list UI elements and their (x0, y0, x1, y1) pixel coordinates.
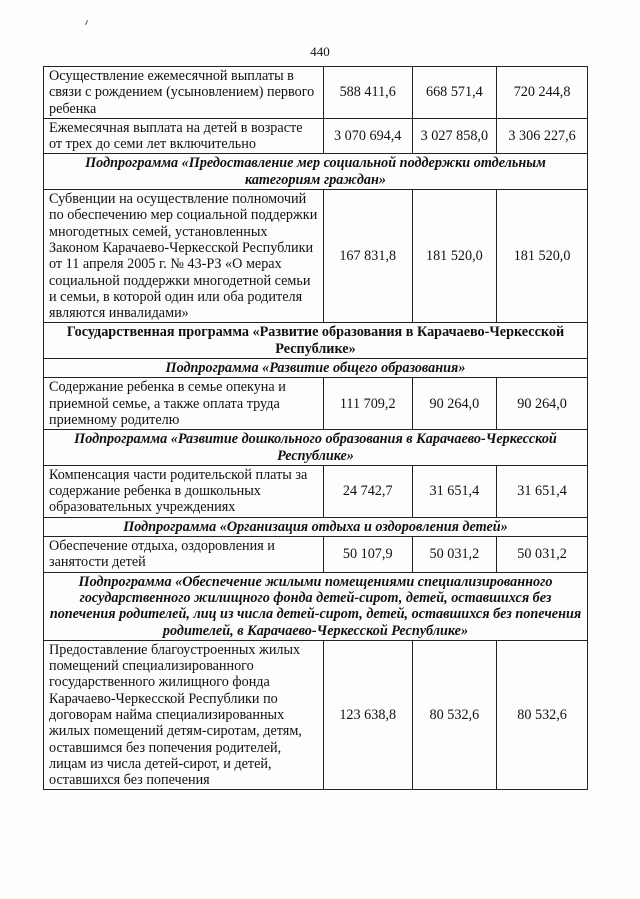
table-row (44, 190, 588, 323)
value-cell: 3 027 858,0 (412, 118, 497, 154)
page-number: 440 (310, 44, 330, 59)
program-title: Государственная программа «Развитие образования в Карачаево-Черкесской Республике» (44, 323, 588, 359)
value-cell: 588 411,6 (323, 67, 412, 119)
table-row (44, 537, 588, 573)
row-description: Компенсация части родительской платы за содержание ребенка в дошкольных образовательных учреждениях (44, 465, 324, 517)
table-row (44, 640, 588, 790)
row-description: Осуществление ежемесячной выплаты в связи с рождением (усыновлением) первого ребенка (44, 67, 324, 119)
subprogram-header-row (44, 359, 588, 378)
value-cell: 50 107,9 (323, 537, 412, 573)
table-row (44, 67, 588, 119)
subprogram-header-row (44, 517, 588, 536)
subprogram-title: Подпрограмма «Предоставление мер социальной поддержки отдельным категориям граждан» (44, 154, 588, 190)
row-description: Предоставление благоустроенных жилых помещений специализированного государственного жилищного фонда Карачаево-Черкесской Республики по договорам найма специализированных жилых помещений детям-сиротам, детям, оставшимся без попечения родителей, лицам из числа детей-сирот, и детей, оставшихся без попечения (44, 640, 324, 790)
subprogram-title: Подпрограмма «Развитие общего образования» (44, 359, 588, 378)
value-cell: 123 638,8 (323, 640, 412, 790)
scan-mark (85, 20, 88, 25)
value-cell: 90 264,0 (412, 378, 497, 430)
value-cell: 31 651,4 (497, 465, 588, 517)
value-cell: 167 831,8 (323, 190, 412, 323)
budget-table (43, 66, 588, 790)
value-cell: 181 520,0 (497, 190, 588, 323)
row-description: Субвенции на осуществление полномочий по обеспечению мер социальной поддержки многодетных семей, установленных Законом Карачаево-Черкесской Республики от 11 апреля 2005 г. № 43-РЗ «О мерах социальной поддержки многодетной семьи и семьи, в которой один или оба родителя являются инвалидами» (44, 190, 324, 323)
value-cell: 24 742,7 (323, 465, 412, 517)
value-cell: 80 532,6 (412, 640, 497, 790)
program-header-row (44, 323, 588, 359)
value-cell: 111 709,2 (323, 378, 412, 430)
value-cell: 50 031,2 (412, 537, 497, 573)
row-description: Ежемесячная выплата на детей в возрасте от трех до семи лет включительно (44, 118, 324, 154)
subprogram-title: Подпрограмма «Обеспечение жилыми помещениями специализированного государственного жилищного фонда детей-сирот, детей, оставшихся без попечения родителей, лиц из числа детей-сирот, детей, оставшихся без попечения родителей, в Карачаево-Черкесской Республике» (44, 572, 588, 640)
value-cell: 3 070 694,4 (323, 118, 412, 154)
subprogram-title: Подпрограмма «Развитие дошкольного образования в Карачаево-Черкесской Республике» (44, 430, 588, 466)
value-cell: 668 571,4 (412, 67, 497, 119)
value-cell: 80 532,6 (497, 640, 588, 790)
value-cell: 90 264,0 (497, 378, 588, 430)
subprogram-title: Подпрограмма «Организация отдыха и оздоровления детей» (44, 517, 588, 536)
value-cell: 50 031,2 (497, 537, 588, 573)
subprogram-header-row (44, 154, 588, 190)
table-row (44, 118, 588, 154)
value-cell: 31 651,4 (412, 465, 497, 517)
subprogram-header-row (44, 430, 588, 466)
value-cell: 720 244,8 (497, 67, 588, 119)
subprogram-header-row (44, 572, 588, 640)
row-description: Содержание ребенка в семье опекуна и приемной семье, а также оплата труда приемному родителю (44, 378, 324, 430)
table-row (44, 378, 588, 430)
table-row (44, 465, 588, 517)
value-cell: 181 520,0 (412, 190, 497, 323)
value-cell: 3 306 227,6 (497, 118, 588, 154)
row-description: Обеспечение отдыха, оздоровления и занятости детей (44, 537, 324, 573)
